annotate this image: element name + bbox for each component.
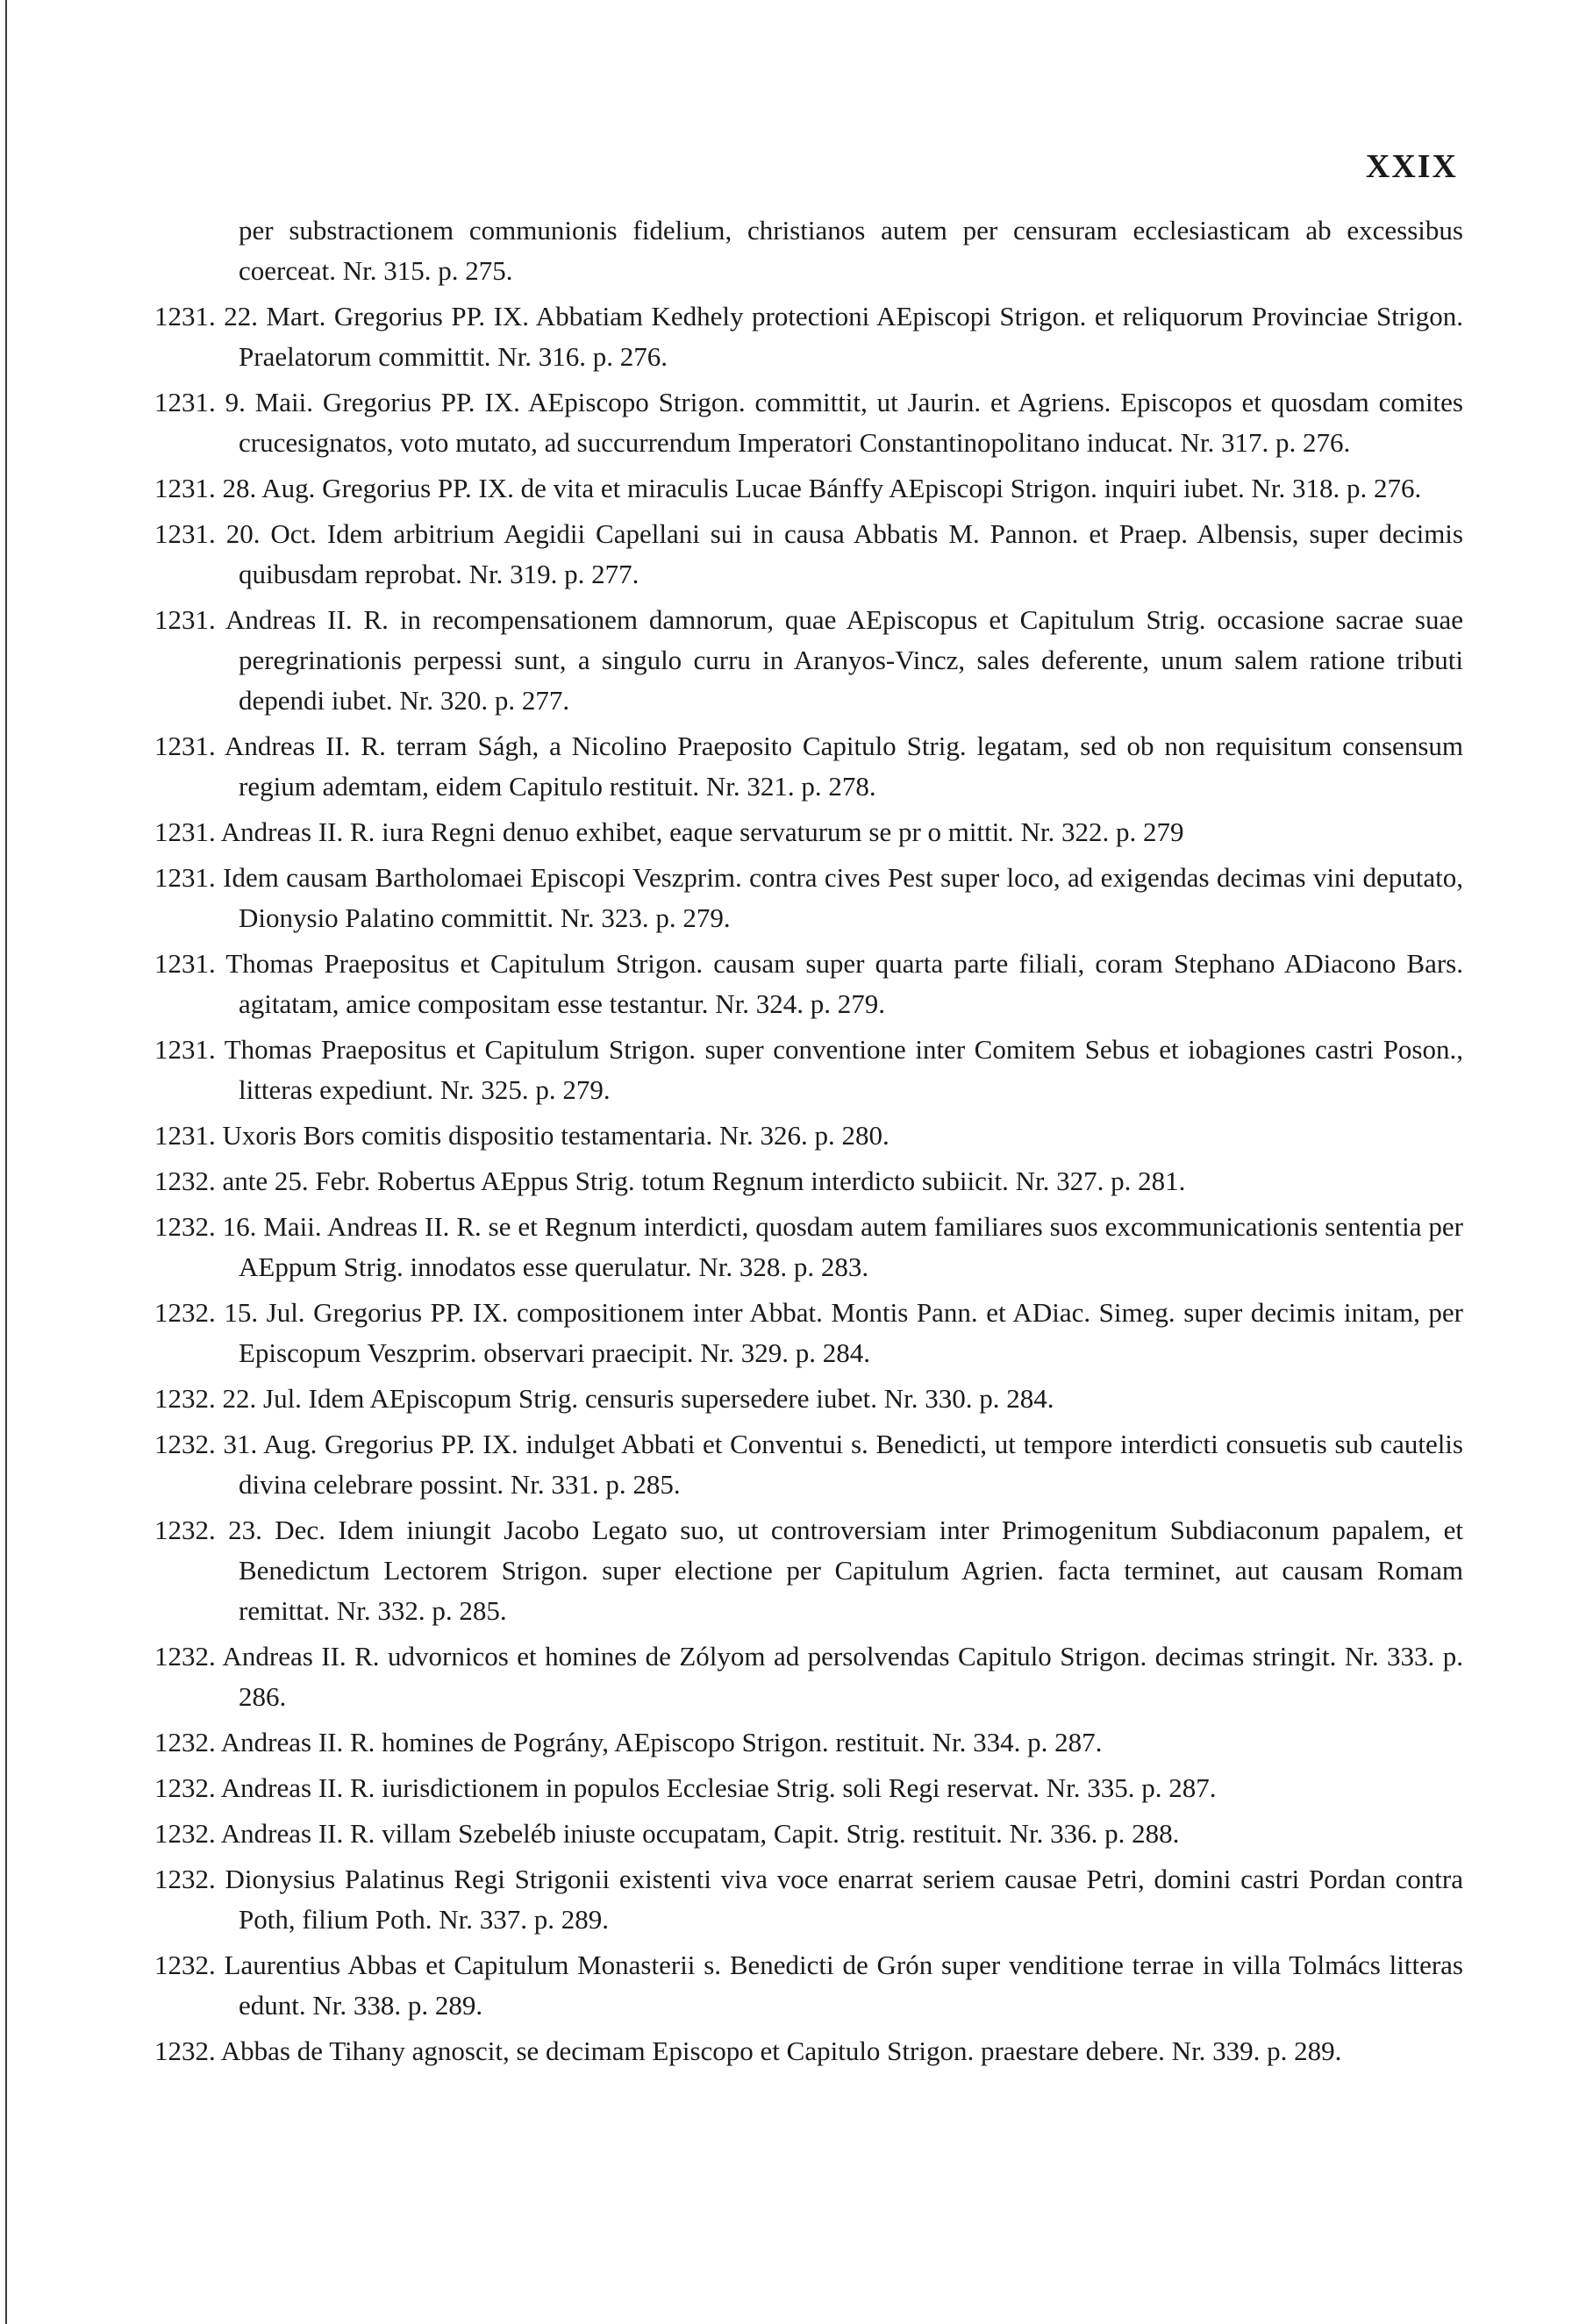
scan-edge-line <box>5 0 7 2324</box>
regest-entry: 1232. 16. Maii. Andreas II. R. se et Regnum interdicti, quosdam autem familiares suos excommunicationis sententia per AEppum Strig. innodatos esse querulatur. Nr. 328. p. 283. <box>154 1211 1463 1282</box>
regest-entry: 1231. 22. Mart. Gregorius PP. IX. Abbatiam Kedhely protectioni AEpiscopi Strigon. et reliquorum Provinciae Strigon. Praelatorum committit. Nr. 316. p. 276. <box>154 301 1463 372</box>
regest-entry: 1232. 23. Dec. Idem iniungit Jacobo Legato suo, ut controversiam inter Primogenitum Subdiaconum papalem, et Benedictum Lectorem Strigon. super electione per Capitulum Agrien. facta terminet, aut causam Romam remittat. Nr. 332. p. 285. <box>154 1515 1463 1626</box>
regest-entry: 1232. Andreas II. R. homines de Pográny, AEpiscopo Strigon. restituit. Nr. 334. p. 287. <box>154 1727 1103 1757</box>
regest-entry: 1231. Idem causam Bartholomaei Episcopi Veszprim. contra cives Pest super loco, ad exigendas decimas vini deputato, Dionysio Palatino committit. Nr. 323. p. 279. <box>154 862 1463 933</box>
regest-entry: 1232. Dionysius Palatinus Regi Strigonii existenti viva voce enarrat seriem causae Petri, domini castri Pordan contra Poth, filium Poth. Nr. 337. p. 289. <box>154 1864 1463 1935</box>
regest-list <box>154 210 1463 2077</box>
regest-entry: 1232. Laurentius Abbas et Capitulum Monasterii s. Benedicti de Grón super venditione terrae in villa Tolmács litteras edunt. Nr. 338. p. 289. <box>154 1950 1463 2021</box>
regest-entry: 1231. Andreas II. R. iura Regni denuo exhibet, eaque servaturum se pr o mittit. Nr. 322. p. 279 <box>154 816 1184 847</box>
regest-entry: per substractionem communionis fidelium, christianos autem per censuram ecclesiasticam ab excessibus coerceat. Nr. 315. p. 275. <box>239 215 1463 286</box>
regest-entry: 1231. 28. Aug. Gregorius PP. IX. de vita et miraculis Lucae Bánffy AEpiscopi Strigon. inquiri iubet. Nr. 318. p. 276. <box>154 473 1422 503</box>
regest-entry: 1231. 9. Maii. Gregorius PP. IX. AEpiscopo Strigon. committit, ut Jaurin. et Agriens. Episcopos et quosdam comites crucesignatos, voto mutato, ad succurrendum Imperatori Constantinopolitano inducat. Nr. 317. p. 276. <box>154 387 1463 458</box>
regest-entry: 1232. 22. Jul. Idem AEpiscopum Strig. censuris supersedere iubet. Nr. 330. p. 284. <box>154 1383 1054 1414</box>
regest-entry: 1231. Thomas Praepositus et Capitulum Strigon. super conventione inter Comitem Sebus et iobagiones castri Poson., litteras expediunt. Nr. 325. p. 279. <box>154 1034 1463 1105</box>
regest-entry: 1231. Thomas Praepositus et Capitulum Strigon. causam super quarta parte filiali, coram Stephano ADiacono Bars. agitatam, amice compositam esse testantur. Nr. 324. p. 279. <box>154 948 1463 1019</box>
regest-entry: 1232. 31. Aug. Gregorius PP. IX. indulget Abbati et Conventui s. Benedicti, ut tempore interdicti consuetis sub cautelis divina celebrare possint. Nr. 331. p. 285. <box>154 1429 1463 1500</box>
regest-entry: 1231. Andreas II. R. in recompensationem damnorum, quae AEpiscopus et Capitulum Strig. occasione sacrae suae peregrinationis perpessi sunt, a singulo curru in Aranyos-Vincz, sales deferente, unum salem ratione tributi dependi iubet. Nr. 320. p. 277. <box>154 604 1463 716</box>
regest-entry: 1232. Andreas II. R. udvornicos et homines de Zólyom ad persolvendas Capitulo Strigon. decimas stringit. Nr. 333. p. 286. <box>154 1641 1463 1712</box>
page-number: XXIX <box>1365 148 1458 185</box>
regest-entry: 1232. ante 25. Febr. Robertus AEppus Strig. totum Regnum interdicto subiicit. Nr. 327. p. 281. <box>154 1166 1186 1196</box>
regest-entry: 1232. 15. Jul. Gregorius PP. IX. compositionem inter Abbat. Montis Pann. et ADiac. Simeg. super decimis initam, per Episcopum Veszprim. observari praecipit. Nr. 329. p. 284. <box>154 1297 1463 1368</box>
regest-entry: 1231. 20. Oct. Idem arbitrium Aegidii Capellani sui in causa Abbatis M. Pannon. et Praep. Albensis, super decimis quibusdam reprobat. Nr. 319. p. 277. <box>154 518 1463 589</box>
regest-entry: 1232. Andreas II. R. iurisdictionem in populos Ecclesiae Strig. soli Regi reservat. Nr. 335. p. 287. <box>154 1772 1217 1803</box>
regest-entry: 1232. Abbas de Tihany agnoscit, se decimam Episcopo et Capitulo Strigon. praestare debere. Nr. 339. p. 289. <box>154 2035 1342 2066</box>
regest-entry: 1232. Andreas II. R. villam Szebeléb iniuste occupatam, Capit. Strig. restituit. Nr. 336. p. 288. <box>154 1818 1180 1849</box>
regest-entry: 1231. Uxoris Bors comitis dispositio testamentaria. Nr. 326. p. 280. <box>154 1120 890 1151</box>
regest-entry: 1231. Andreas II. R. terram Ságh, a Nicolino Praeposito Capitulo Strig. legatam, sed ob non requisitum consensum regium ademtam, eidem Capitulo restituit. Nr. 321. p. 278. <box>154 731 1463 802</box>
